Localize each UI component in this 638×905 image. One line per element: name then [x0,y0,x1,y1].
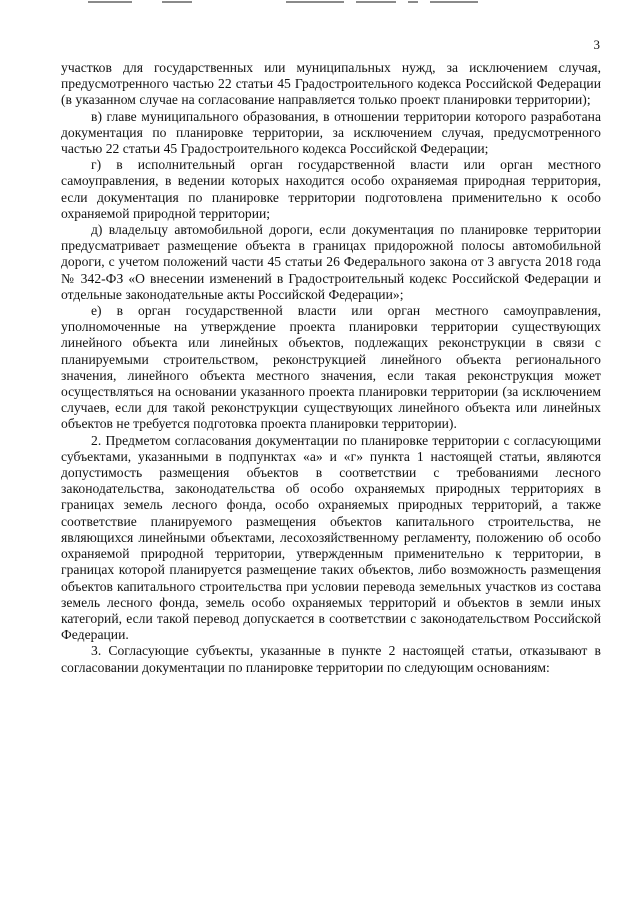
page-number: 3 [593,37,600,52]
paragraph-clause-2: 2. Предметом согласования документации по планировке территории с согласующими субъектами, указанными в подпунктах «а» и «г» пункта 1 настоящей статьи, являются допустимость размещения объектов в соответствии с требованиями лесного законодательства, законодательства об особо охраняемых природных территориях в границах земель лесного фонда, особо охраняемых природных территорий, а также соответствие планируемого размещения объектов капитального строительства, не являющихся линейными объектами, лесохозяйственному регламенту, положению об особо охраняемой природной территории, утвержденным применительно к территории, в границах которой планируется размещение таких объектов, либо возможность размещения объектов капитального строительства при условии перевода земельных участков из состава земель лесного фонда, земель особо охраняемых территорий и объектов в земли иных категорий, если такой перевод допускается в соответствии с законодательством Российской Федерации. [61,432,601,643]
scan-artifact-mark [408,1,418,3]
paragraph-item-v: в) главе муниципального образования, в отношении территории которого разработана документация по планировке территории, за исключением случая, предусмотренного частью 22 статьи 45 Градостроительного кодекса Российской Федерации; [61,108,601,157]
paragraph-item-e: е) в орган государственной власти или орган местного самоуправления, уполномоченные на утверждение проекта планировки территории существующих линейного объекта или линейных объектов, подлежащих реконструкции в связи с планируемыми строительством, реконструкцией линейного объекта регионального значения, линейного объекта местного значения, если такая реконструкция может осуществляться на основании указанного проекта планировки территории (за исключением случаев, если для такой реконструкции существующих линейного объекта или линейных объектов не требуется подготовка проекта планировки территории). [61,303,601,432]
scan-top-edge [0,0,638,8]
paragraph-item-d: д) владельцу автомобильной дороги, если документация по планировке территории предусматривает размещение объекта в границах придорожной полосы автомобильной дороги, с учетом положений части 45 статьи 26 Федерального закона от 3 августа 2018 года № 342-ФЗ «О внесении изменений в Градостроительный кодекс Российской Федерации и отдельные законодательные акты Российской Федерации»; [61,222,601,302]
scan-artifact-mark [162,1,192,3]
paragraph-item-g: г) в исполнительный орган государственной власти или орган местного самоуправления, в ведении которых находится особо охраняемая природная территория, если документация по планировке территории подготовлена применительно к особо охраняемой природной территории; [61,157,601,221]
scan-artifact-mark [356,1,396,3]
paragraph-continuation: участков для государственных или муниципальных нужд, за исключением случая, предусмотренного частью 22 статьи 45 Градостроительного кодекса Российской Федерации (в указанном случае на согласование направляется только проект планировки территории); [61,60,601,108]
scan-artifact-mark [286,1,344,3]
scan-artifact-mark [430,1,478,3]
paragraph-clause-3: 3. Согласующие субъекты, указанные в пункте 2 настоящей статьи, отказывают в согласовании документации по планировке территории по следующим основаниям: [61,643,601,675]
scan-artifact-mark [88,1,132,3]
document-body [61,60,601,676]
